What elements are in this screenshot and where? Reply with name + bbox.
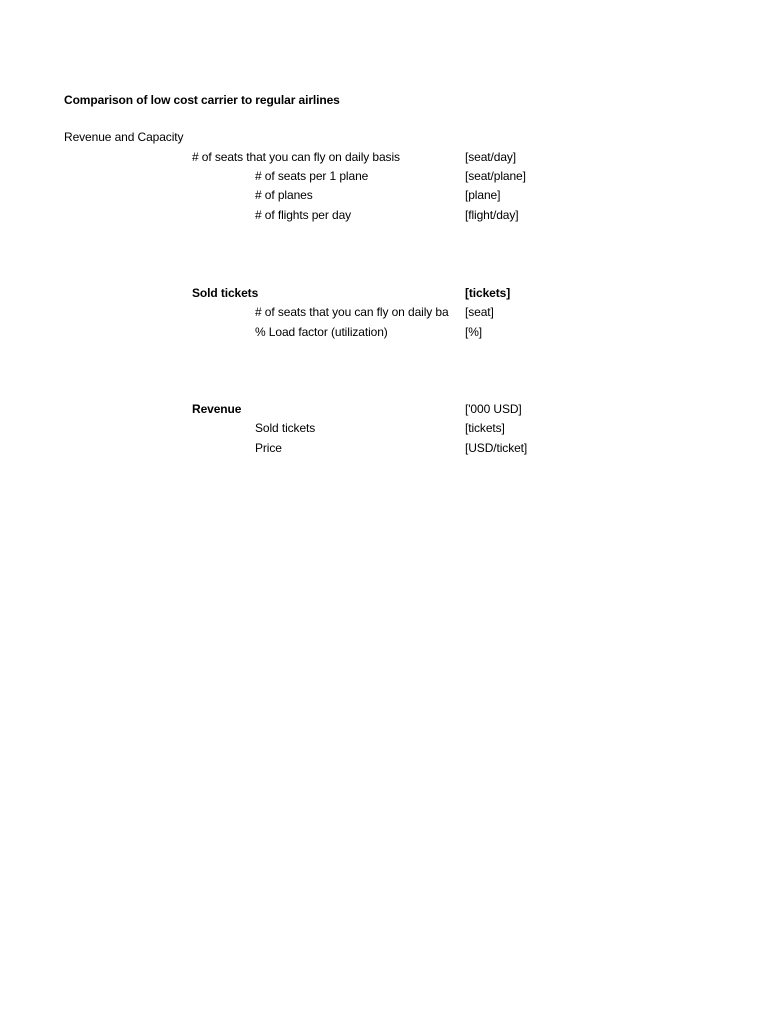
row-unit-load-factor: [%] bbox=[465, 325, 483, 339]
row-label-planes: # of planes bbox=[255, 188, 313, 202]
row-unit-revenue-sold-tickets: [tickets] bbox=[465, 421, 505, 435]
row-unit-seats-per-plane: [seat/plane] bbox=[465, 169, 526, 183]
row-label-price: Price bbox=[255, 441, 282, 455]
row-label-load-factor: % Load factor (utilization) bbox=[255, 325, 388, 339]
row-unit-price: [USD/ticket] bbox=[465, 441, 528, 455]
row-label-seats-daily-truncated: # of seats that you can fly on daily ba bbox=[255, 305, 449, 319]
row-unit-seat: [seat] bbox=[465, 305, 494, 319]
row-label-seats-daily: # of seats that you can fly on daily basis bbox=[192, 150, 400, 164]
row-unit-flights-per-day: [flight/day] bbox=[465, 208, 519, 222]
row-label-revenue: Revenue bbox=[192, 402, 242, 416]
row-unit-planes: [plane] bbox=[465, 188, 501, 202]
row-label-flights-per-day: # of flights per day bbox=[255, 208, 352, 222]
row-label-sold-tickets: Sold tickets bbox=[192, 286, 259, 300]
document-title: Comparison of low cost carrier to regular airlines bbox=[64, 93, 340, 107]
row-label-revenue-sold-tickets: Sold tickets bbox=[255, 421, 316, 435]
row-unit-revenue: ['000 USD] bbox=[465, 402, 522, 416]
row-label-seats-per-plane: # of seats per 1 plane bbox=[255, 169, 369, 183]
row-unit-seats-daily: [seat/day] bbox=[465, 150, 517, 164]
row-unit-sold-tickets: [tickets] bbox=[465, 286, 511, 300]
section-heading: Revenue and Capacity bbox=[64, 130, 184, 144]
